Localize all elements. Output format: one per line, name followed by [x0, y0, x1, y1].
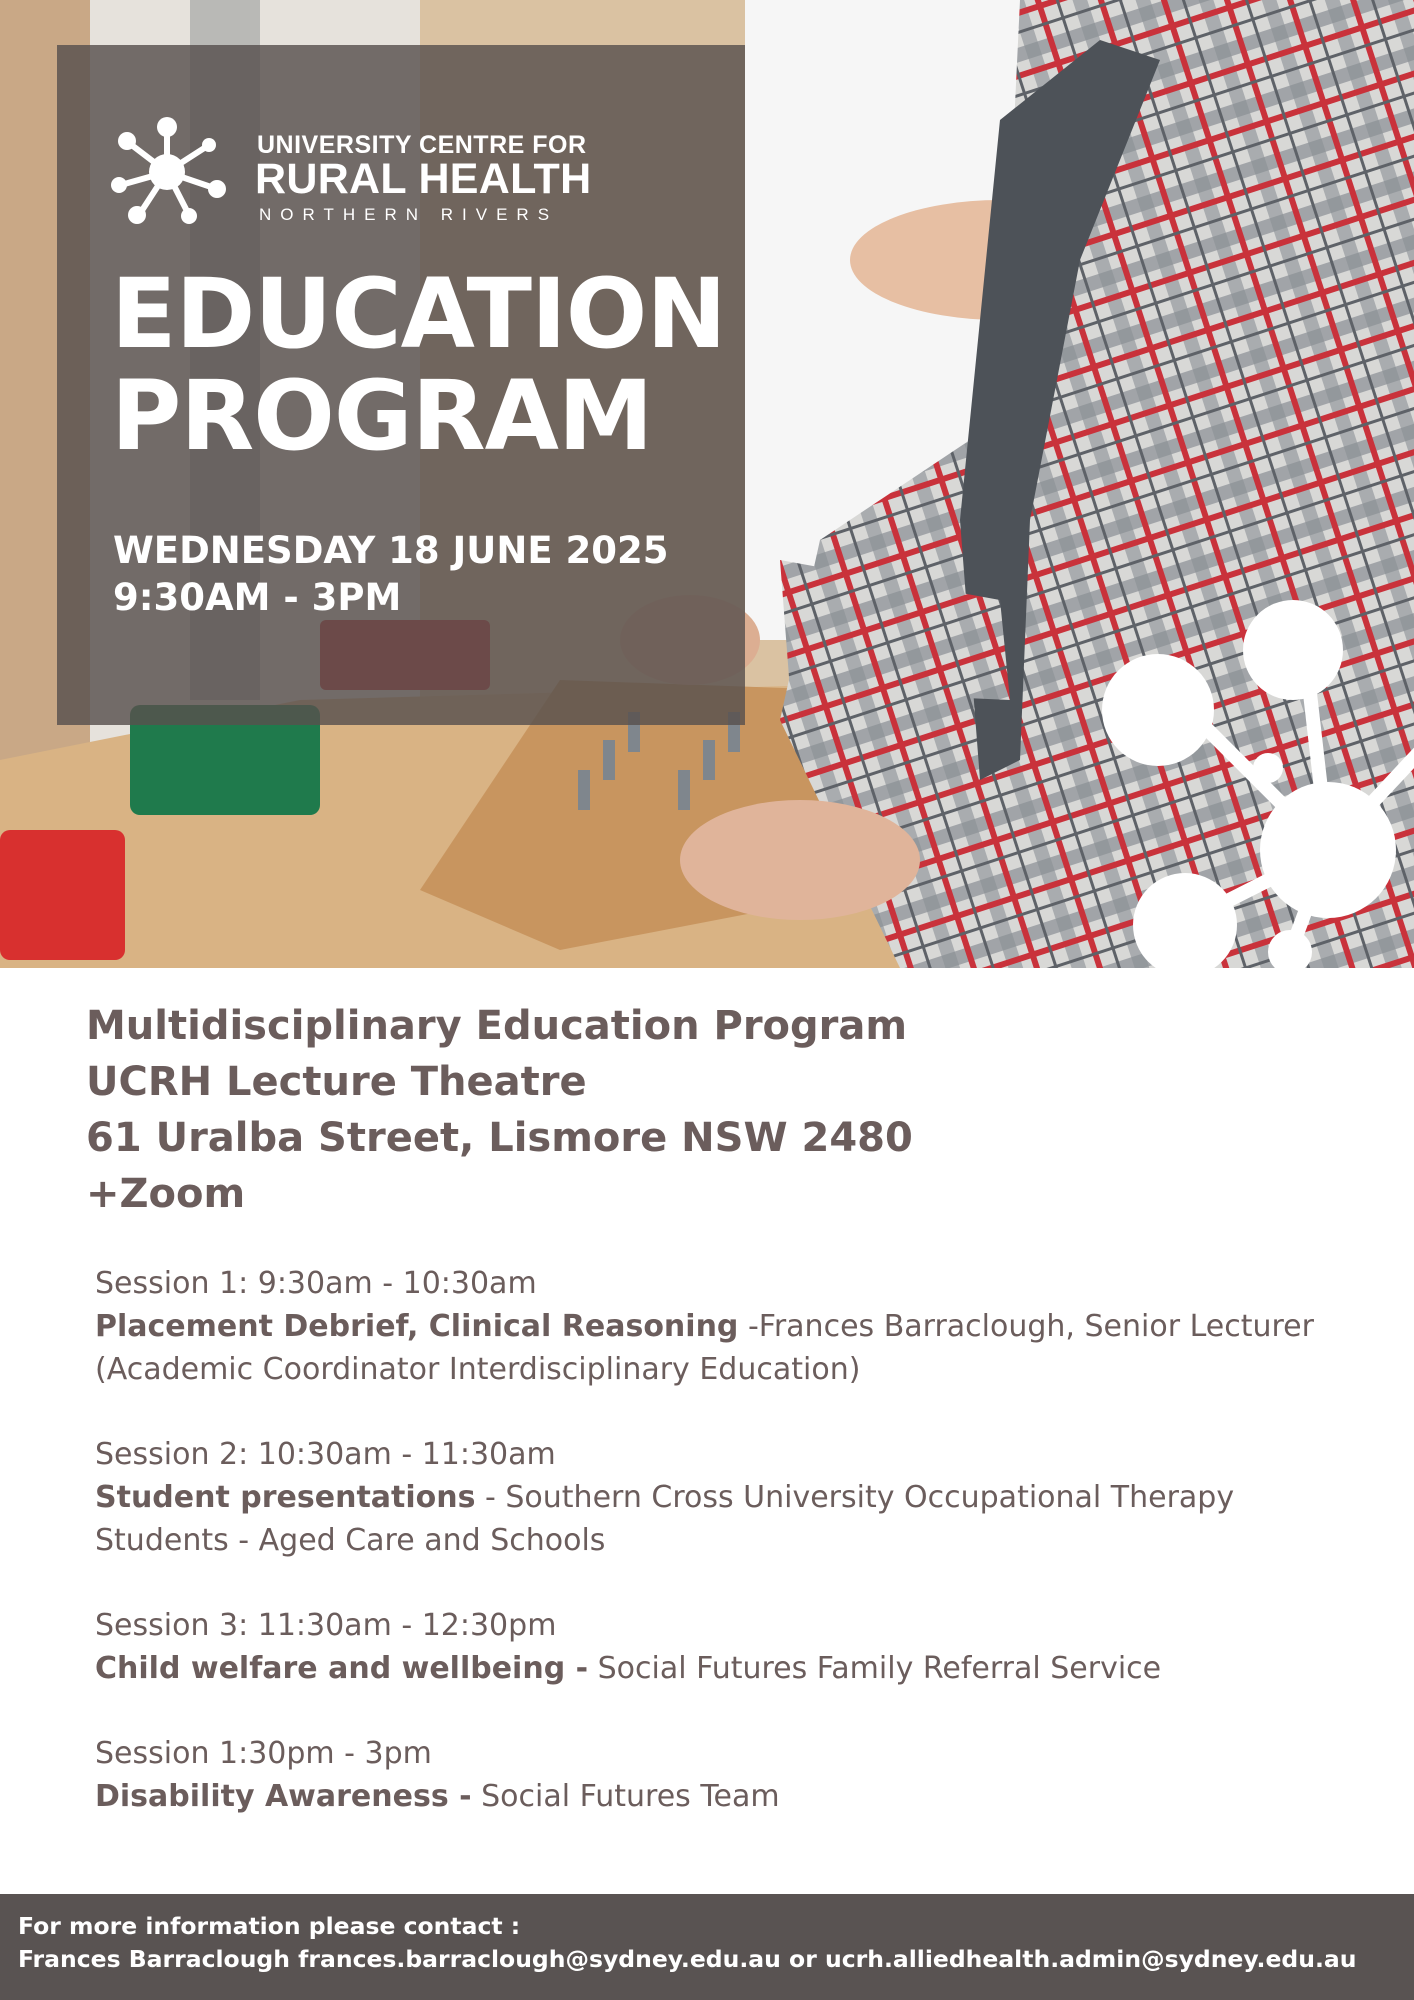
logo-text-line2: RURAL HEALTH — [255, 155, 592, 203]
session-time: Session 1: 9:30am - 10:30am — [95, 1266, 537, 1301]
hero-photo — [0, 0, 1414, 968]
session-item — [95, 1732, 1335, 1818]
organization-logo — [109, 115, 649, 235]
session-time: Session 3: 11:30am - 12:30pm — [95, 1608, 557, 1643]
page-title — [111, 258, 726, 472]
contact-footer — [0, 1894, 1414, 2000]
session-presenter: Social Futures Team — [471, 1779, 780, 1814]
event-time: 9:30AM - 3PM — [113, 576, 402, 619]
session-time: Session 2: 10:30am - 11:30am — [95, 1437, 556, 1472]
session-item — [95, 1262, 1335, 1391]
program-name: Multidisciplinary Education Program — [86, 1003, 908, 1049]
venue-details — [86, 998, 913, 1222]
session-list — [95, 1262, 1335, 1860]
session-topic: Disability Awareness - — [95, 1779, 472, 1814]
session-presenter: Social Futures Family Referral Service — [588, 1651, 1162, 1686]
session-presenter: -Frances Barraclough, Senior Lecturer (Academic Coordinator Interdisciplinary Education) — [95, 1309, 1314, 1387]
contact-details: Frances Barraclough frances.barraclough@sydney.edu.au or ucrh.alliedhealth.admin@sydney.edu.au — [18, 1945, 1357, 1973]
contact-heading: For more information please contact : — [18, 1912, 521, 1940]
session-topic: Placement Debrief, Clinical Reasoning — [95, 1309, 739, 1344]
event-date: WEDNESDAY 18 JUNE 2025 — [113, 529, 669, 572]
venue-address: 61 Uralba Street, Lismore NSW 2480 — [86, 1115, 913, 1161]
session-item — [95, 1433, 1335, 1562]
venue-location: UCRH Lecture Theatre — [86, 1059, 587, 1105]
session-presenter: - Southern Cross University Occupational Therapy Students - Aged Care and Schools — [95, 1480, 1235, 1558]
molecule-logo-icon — [109, 115, 229, 225]
event-datetime — [113, 527, 668, 621]
logo-text-line3: NORTHERN RIVERS — [259, 205, 559, 224]
venue-online: +Zoom — [86, 1171, 246, 1217]
session-time: Session 1:30pm - 3pm — [95, 1736, 432, 1771]
session-item — [95, 1604, 1335, 1690]
session-topic: Student presentations — [95, 1480, 476, 1515]
session-topic: Child welfare and wellbeing - — [95, 1651, 589, 1686]
title-panel — [57, 45, 745, 725]
title-line2: PROGRAM — [111, 360, 653, 472]
logo-text-line1: UNIVERSITY CENTRE FOR — [257, 131, 587, 159]
decorative-molecule-icon — [1100, 600, 1414, 968]
title-line1: EDUCATION — [111, 258, 726, 370]
